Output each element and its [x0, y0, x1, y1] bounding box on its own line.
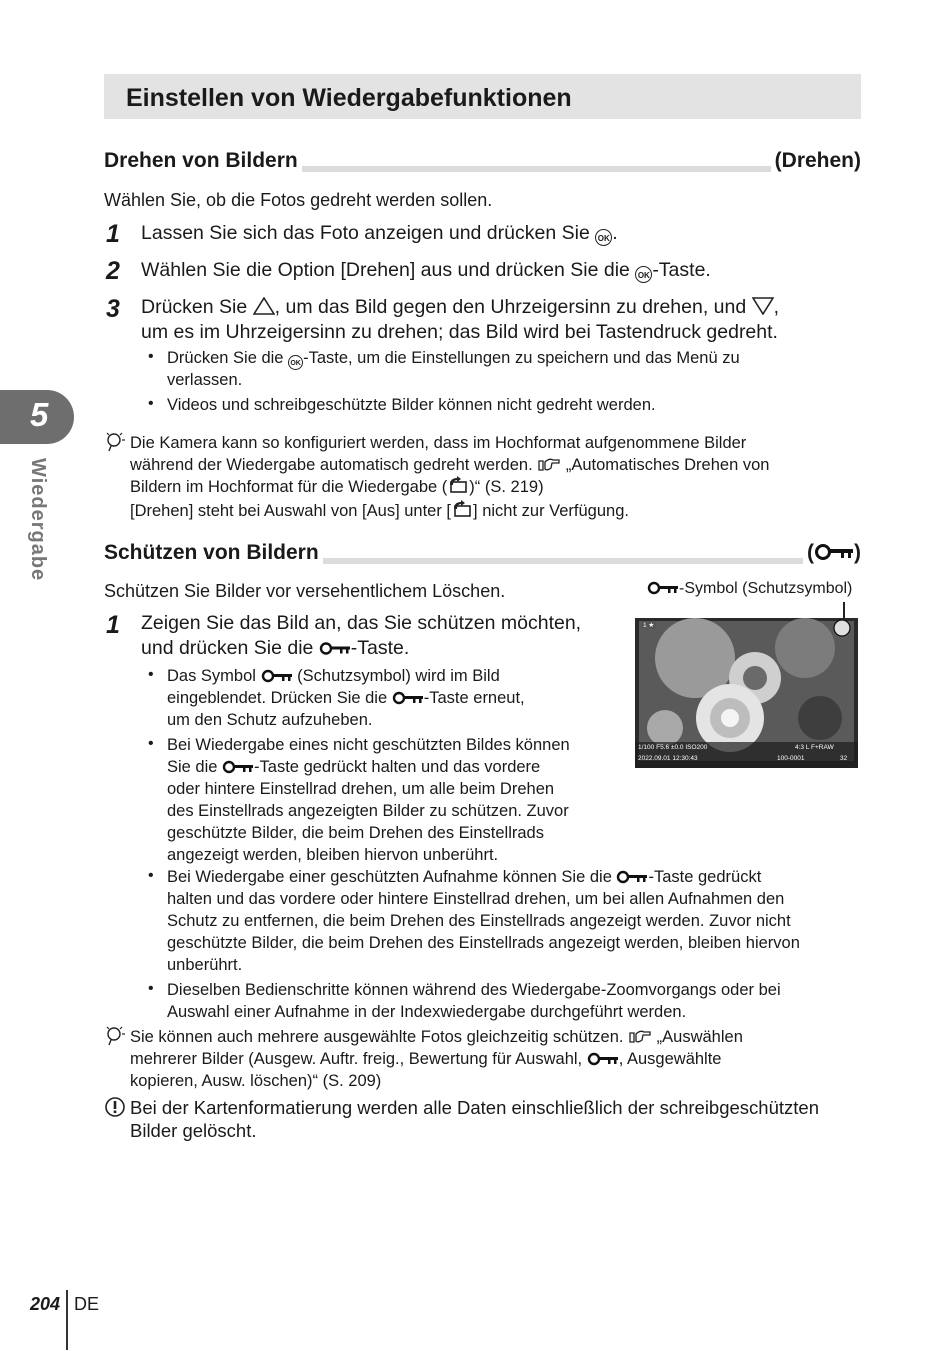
photo-overlay-date: 2022.09.01 12:30:43: [638, 755, 698, 762]
step-text: und drücken Sie die -Taste.: [141, 637, 410, 659]
protect-key-icon: [392, 691, 424, 705]
step-number: 1: [106, 220, 120, 248]
symbol-caption: -Symbol (Schutzsymbol): [647, 580, 852, 598]
bullet-text: geschützte Bilder, die beim Drehen des Einstellrads angezeigt werden, bleiben hiervon: [167, 934, 800, 952]
bullet-text: Videos und schreibgeschützte Bilder können nicht gedreht werden.: [167, 396, 656, 414]
bullet-dot: •: [148, 348, 154, 365]
bullet-text: geschützte Bilder, die beim Drehen des Einstellrads: [167, 824, 544, 842]
ok-button-icon: OK: [595, 229, 612, 246]
step-text: Wählen Sie die Option [Drehen] aus und drücken Sie die OK -Taste.: [141, 259, 711, 281]
chapter-label: Wiedergabe: [27, 458, 49, 582]
photo-overlay-exposure: 1/100 F5.6 ±0.0 ISO200: [638, 744, 708, 751]
down-arrow-key-icon: [752, 297, 774, 315]
step-number: 1: [106, 611, 120, 639]
callout-line: [843, 602, 845, 618]
protect-key-icon: [814, 543, 854, 561]
bullet-text: unberührt.: [167, 956, 243, 974]
protect-key-icon: [647, 581, 679, 595]
protect-key-icon: [222, 760, 254, 774]
page-title: Einstellen von Wiedergabefunktionen: [126, 84, 572, 112]
tip-icon: [104, 1025, 128, 1047]
bullet-text: Bei Wiedergabe einer geschützten Aufnahme können Sie die -Taste gedrückt: [167, 868, 762, 886]
bullet-dot: •: [148, 395, 154, 412]
note-text: Bildern im Hochformat für die Wiedergabe ( )“ (S. 219): [130, 478, 544, 496]
bullet-text: Auswahl einer Aufnahme in der Indexwiedergabe durchgeführt werden.: [167, 1003, 687, 1021]
note-text: während der Wiedergabe automatisch gedreht werden. „Automatisches Drehen von: [130, 456, 770, 474]
bullet-text: Drücken Sie die OK -Taste, um die Einstellungen zu speichern und das Menü zu: [167, 347, 740, 370]
protect-key-icon: [319, 641, 351, 656]
section-heading: Drehen von Bildern: [104, 149, 302, 173]
language-code: DE: [74, 1294, 100, 1314]
bullet-text: um den Schutz aufzuheben.: [167, 711, 373, 729]
camera-screen-photo: [635, 618, 858, 768]
bullet-dot: •: [148, 867, 154, 884]
caution-text: Bilder gelöscht.: [130, 1120, 257, 1141]
protect-key-icon: [616, 870, 648, 884]
rotate-icon: [447, 476, 469, 494]
bullet-text: Sie die -Taste gedrückt halten und das vordere: [167, 758, 541, 776]
note-text: mehrerer Bilder (Ausgew. Auftr. freig., Bewertung für Auswahl, , Ausgewählte: [130, 1050, 722, 1068]
section-intro: Schützen Sie Bilder vor versehentlichem Löschen.: [104, 581, 506, 601]
photo-overlay-file: 100-0001: [777, 755, 805, 762]
step-text: Lassen Sie sich das Foto anzeigen und drücken Sie OK .: [141, 222, 618, 244]
note-text: [Drehen] steht bei Auswahl von [Aus] unter [ ] nicht zur Verfügung.: [130, 502, 629, 520]
photo-overlay-rating: 1 ★: [643, 622, 655, 629]
ok-button-icon: OK: [635, 266, 652, 283]
bullet-text: halten und das vordere oder hintere Einstellrad drehen, um bei allen Aufnahmen den: [167, 890, 785, 908]
section-mode-label: (Drehen): [771, 149, 861, 173]
bullet-text: Dieselben Bedienschritte können während des Wiedergabe-Zoomvorgangs oder bei: [167, 981, 781, 999]
up-arrow-key-icon: [253, 297, 275, 315]
note-text: Sie können auch mehrere ausgewählte Fotos gleichzeitig schützen. „Auswählen: [130, 1028, 743, 1046]
protect-key-icon: [587, 1052, 619, 1066]
photo-overlay-format: 4:3 L F+RAW: [795, 744, 834, 751]
section-heading: Schützen von Bildern: [104, 541, 323, 565]
ok-button-icon: OK: [288, 355, 303, 370]
caution-icon: [104, 1096, 126, 1118]
chapter-number: 5: [30, 396, 49, 433]
bullet-text: angezeigt werden, bleiben hiervon unberührt.: [167, 846, 499, 864]
bullet-dot: •: [148, 666, 154, 683]
reference-icon: [628, 1028, 652, 1044]
tip-icon: [104, 431, 128, 453]
bullet-text: eingeblendet. Drücken Sie die -Taste erneut,: [167, 689, 525, 707]
bullet-text-line: verlassen.: [167, 371, 243, 389]
page-number: 204: [30, 1294, 61, 1314]
protect-key-icon: [261, 669, 293, 683]
bullet-text: Schutz zu entfernen, die beim Drehen des Einstellrads angezeigt werden. Zuvor nicht: [167, 912, 791, 930]
step-text-line: um es im Uhrzeigersinn zu drehen; das Bild wird bei Tastendruck gedreht.: [141, 321, 778, 343]
bullet-dot: •: [148, 735, 154, 752]
reference-icon: [537, 456, 561, 472]
caution-text: Bei der Kartenformatierung werden alle Daten einschließlich der schreibgeschützten: [130, 1097, 819, 1118]
bullet-dot: •: [148, 980, 154, 997]
bullet-text: Das Symbol (Schutzsymbol) wird im Bild: [167, 667, 500, 685]
bullet-text: oder hintere Einstellrad drehen, um alle beim Drehen: [167, 780, 555, 798]
section-mode-label: ( ): [803, 541, 861, 565]
bullet-text: Bei Wiedergabe eines nicht geschützten Bildes können: [167, 736, 570, 754]
section-intro: Wählen Sie, ob die Fotos gedreht werden sollen.: [104, 190, 493, 210]
photo-overlay-count: 32: [840, 755, 848, 762]
bullet-text: des Einstellrads angezeigten Bilder zu schützen. Zuvor: [167, 802, 569, 820]
rotate-icon: [451, 500, 473, 518]
step-text: Zeigen Sie das Bild an, das Sie schützen möchten,: [141, 612, 582, 634]
note-text: kopieren, Ausw. löschen)“ (S. 209): [130, 1072, 382, 1090]
step-number: 3: [106, 295, 120, 323]
footer-divider: [66, 1290, 68, 1350]
note-text: Die Kamera kann so konfiguriert werden, dass im Hochformat aufgenommene Bilder: [130, 434, 747, 452]
step-text: Drücken Sie , um das Bild gegen den Uhrzeigersinn zu drehen, und ,: [141, 296, 780, 318]
step-number: 2: [106, 257, 120, 285]
